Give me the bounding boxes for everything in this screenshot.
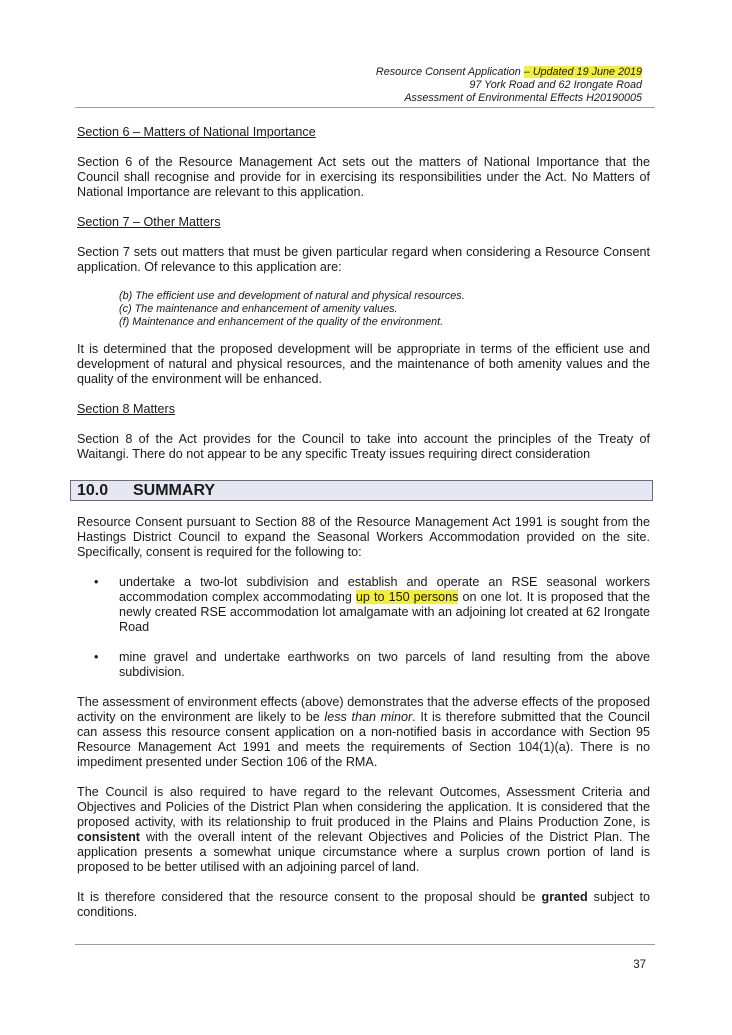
header-line-3: Assessment of Environmental Effects H20190005: [404, 92, 642, 104]
bullet-icon: •: [94, 575, 99, 589]
main-content: [77, 125, 650, 462]
header-update-highlight: – Updated 19 June 2019: [523, 66, 642, 78]
footer-rule: [75, 944, 655, 945]
para-4-text: It is therefore considered that the resource consent to the proposal should be: [77, 890, 542, 904]
header-rule: [75, 107, 655, 108]
summary-section-number: 10.0: [77, 482, 109, 499]
para-2-text: The assessment of environment effects (above) demonstrates that the adverse effects of the proposed activity on the environment are likely to be: [77, 695, 650, 724]
summary-content: [77, 515, 650, 920]
header-line-2: 97 York Road and 62 Irongate Road: [469, 79, 642, 91]
bullet-1-highlight: up to 150 persons: [355, 590, 459, 604]
section-7-list: [119, 290, 650, 329]
section-6-body: Section 6 of the Resource Management Act sets out the matters of National Importance that the Council shall recognise and provide for in exercising its responsibilities under the Act. No Matters of National Importance are relevant to this application.: [77, 155, 650, 199]
bullet-1-text: undertake a two-lot subdivision and establish and operate an RSE seasonal workers accommodation complex accommodating: [119, 575, 650, 604]
para-4-bold: granted: [541, 890, 588, 904]
summary-paragraph-3: [77, 785, 650, 875]
summary-section-title: SUMMARY: [133, 482, 216, 499]
section-7-body: Section 7 sets out matters that must be given particular regard when considering a Resource Consent application. Of relevance to this application are:: [77, 245, 650, 274]
header-line-1: [376, 66, 642, 79]
section-6-heading: Section 6 – Matters of National Importance: [77, 125, 316, 139]
para-3-bold: consistent: [77, 830, 140, 844]
summary-bullet-1: [77, 575, 650, 635]
section-7-heading: Section 7 – Other Matters: [77, 215, 221, 229]
header-title: Resource Consent Application: [375, 66, 524, 78]
bullet-icon: •: [94, 650, 99, 664]
bullet-1-text-end: on one lot. It is proposed that the newly created RSE accommodation lot amalgamate with an adjoining lot created at 62 Irongate Road: [119, 590, 650, 634]
section-7-item: (b) The efficient use and development of natural and physical resources.: [119, 290, 465, 302]
section-8-body: Section 8 of the Act provides for the Council to take into account the principles of the Treaty of Waitangi. There do not appear to be any specific Treaty issues requiring direct consideration: [77, 432, 650, 461]
section-8-heading: Section 8 Matters: [77, 402, 175, 416]
summary-intro: Resource Consent pursuant to Section 88 of the Resource Management Act 1991 is sought from the Hastings District Council to expand the Seasonal Workers Accommodation provided on the site. Specifically, consent is required for the following to:: [77, 515, 650, 559]
section-7-item: (f) Maintenance and enhancement of the quality of the environment.: [119, 316, 444, 328]
bullet-2-text: mine gravel and undertake earthworks on two parcels of land resulting from the above subdivision.: [119, 650, 650, 679]
page-header: [376, 66, 642, 105]
summary-paragraph-2: [77, 695, 650, 770]
summary-paragraph-4: [77, 890, 650, 920]
page-number: 37: [633, 959, 646, 971]
summary-bullet-list: [77, 575, 650, 680]
para-2-emphasis: less than minor: [324, 710, 413, 724]
section-7-item: (c) The maintenance and enhancement of amenity values.: [119, 303, 398, 315]
para-3-text-end: with the overall intent of the relevant Objectives and Policies of the District Plan. The application presents a somewhat unique circumstance where a surplus crown portion of land is proposed to be better utilised with an adjoining parcel of land.: [77, 830, 650, 874]
summary-bullet-2: [77, 650, 650, 680]
para-4-text-end: subject to conditions.: [77, 890, 651, 919]
para-3-text: The Council is also required to have regard to the relevant Outcomes, Assessment Criteria and Objectives and Policies of the District Plan when considering the application. It is considered that the proposed activity, with its relationship to fruit produced in the Plains and Plains Production Zone, is: [77, 785, 650, 829]
summary-heading-bar: [70, 480, 653, 501]
section-7-conclusion: It is determined that the proposed development will be appropriate in terms of the efficient use and development of natural and physical resources, and the maintenance of both amenity values and the quality of the environment will be enhanced.: [77, 342, 650, 386]
para-2-text-end: . It is therefore submitted that the Council can assess this resource consent application on a non-notified basis in accordance with Section 95 Resource Management Act 1991 and meets the requirements of Section 104(1)(a). There is no impediment presented under Section 106 of the RMA.: [77, 710, 650, 769]
